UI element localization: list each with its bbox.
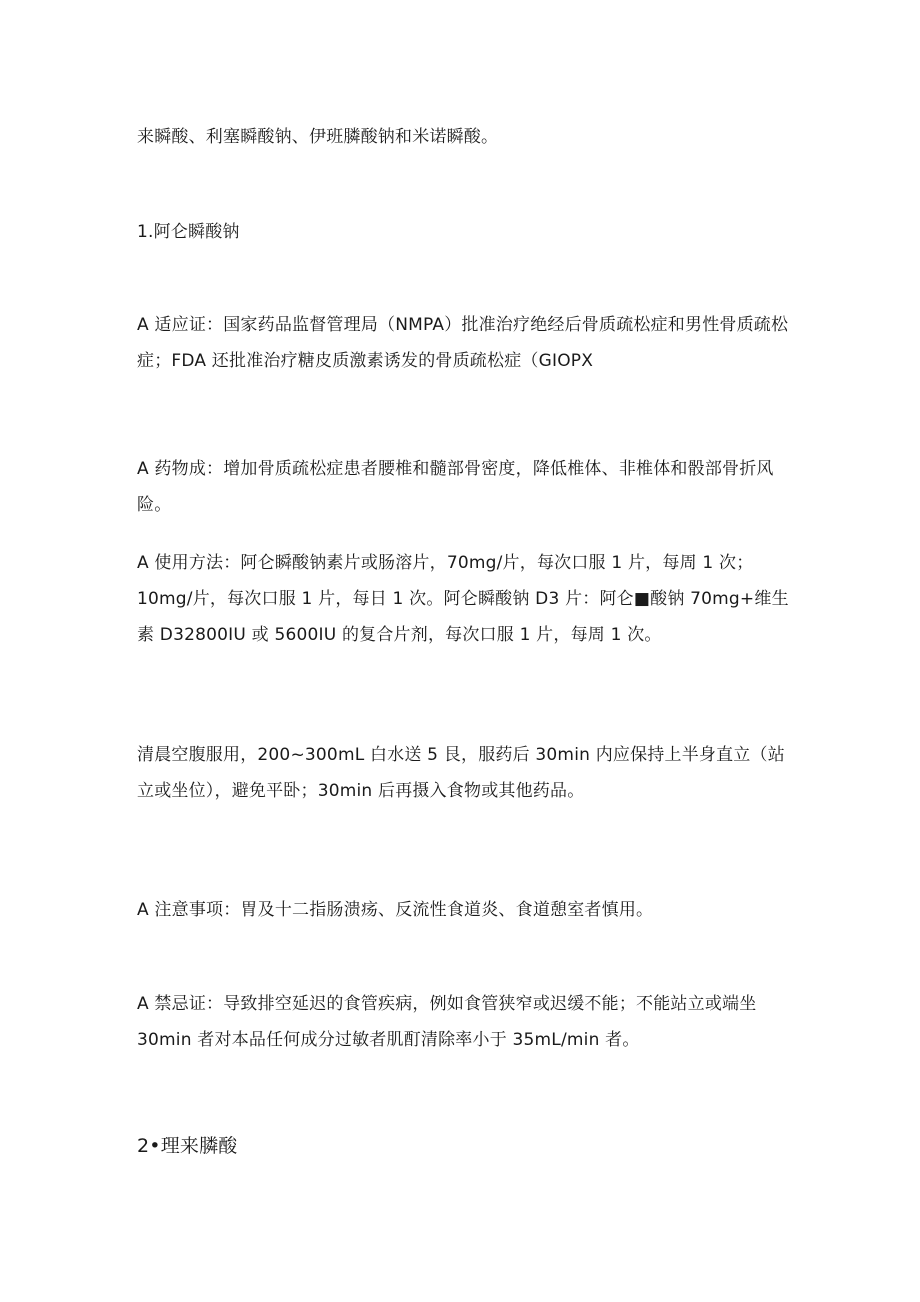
paragraph-precautions: A 注意事项：胃及十二指肠溃疡、反流性食道炎、食道憩室者慎用。 (137, 900, 654, 920)
paragraph-usage: A 使用方法：阿仑瞬酸钠素片或肠溶片，70mg/片，每次口服 1 片，每周 1 次；10mg/片，每次口服 1 片，每日 1 次。阿仑瞬酸钠 D3 片：阿仑■酸钠 70mg+维生素 D32800IU 或 5600IU 的复合片剂，每次口服 1 片，每周 1 次。 (137, 553, 789, 645)
paragraph-indications: A 适应证：国家药品监督管理局（NMPA）批准治疗绝经后骨质疏松症和男性骨质疏松症；FDA 还批准治疗糖皮质激素诱发的骨质疏松症（GIOPX (137, 315, 789, 371)
paragraph-contraindications: A 禁忌证：导致排空延迟的食管疾病，例如食管狭窄或迟缓不能；不能站立或端坐 30min 者对本品任何成分过敏者肌酊清除率小于 35mL/min 者。 (137, 994, 757, 1050)
paragraph-efficacy: A 药物成：增加骨质疏松症患者腰椎和髓部骨密度，降低椎体、非椎体和骰部骨折风险。 (137, 459, 774, 515)
section-heading-2: 2•理来膦酸 (137, 1135, 238, 1157)
section-heading-1: 1.阿仑瞬酸钠 (137, 222, 240, 242)
paragraph-administration: 清晨空腹服用，200~300mL 白水送 5 艮，服药后 30min 内应保持上半身直立（站立或坐位），避免平卧；30min 后再摄入食物或其他药品。 (137, 745, 785, 801)
paragraph-intro: 来瞬酸、利塞瞬酸钠、伊班膦酸钠和米诺瞬酸。 (137, 127, 499, 147)
